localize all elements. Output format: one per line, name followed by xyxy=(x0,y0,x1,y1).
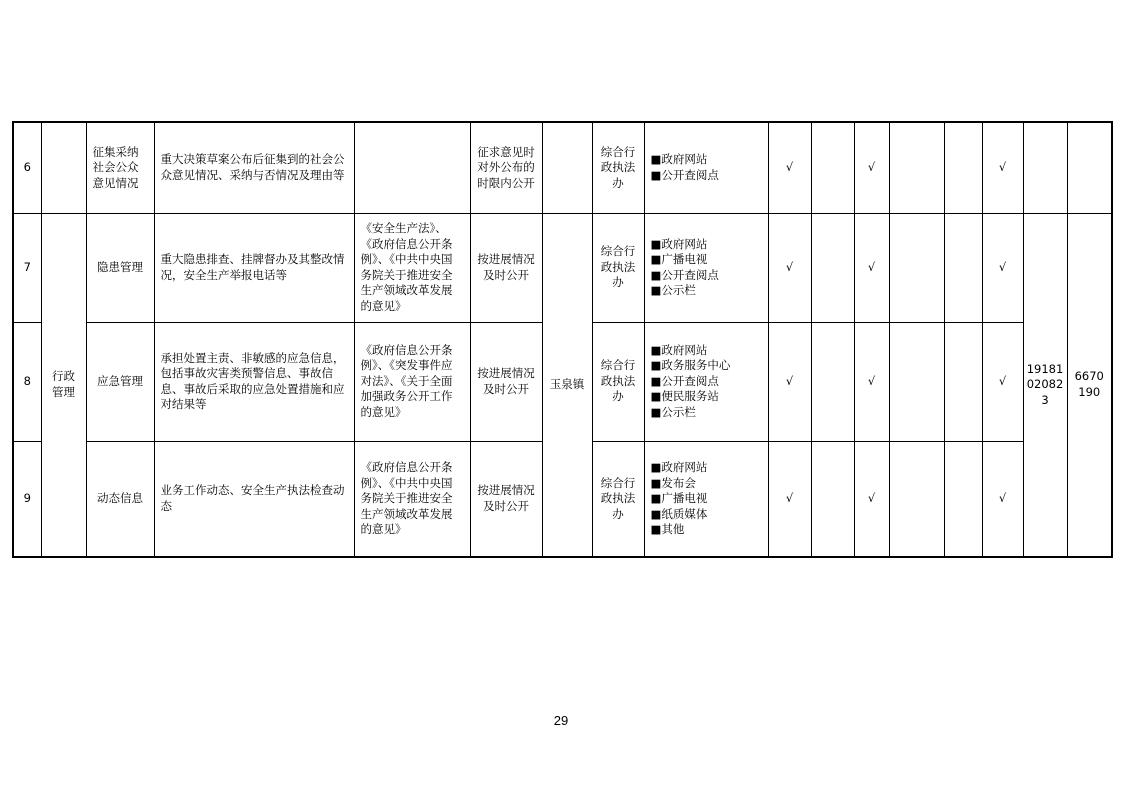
check-mark: √ xyxy=(854,322,889,441)
check-mark: √ xyxy=(768,441,811,557)
check-mark: √ xyxy=(982,322,1023,441)
group-label xyxy=(41,213,86,557)
page-number: 29 xyxy=(553,713,569,728)
check-mark: √ xyxy=(854,122,889,213)
contact-phone: 19181020823 xyxy=(1023,213,1067,557)
channel-item: ■其他 xyxy=(650,522,685,536)
time-cell: 征求意见时对外公布的时限内公开 xyxy=(470,122,542,213)
channel-item: ■发布会 xyxy=(650,475,696,490)
check-mark: √ xyxy=(768,122,811,213)
channel-item: ■公开查阅点 xyxy=(650,167,719,182)
empty-cell xyxy=(944,213,982,322)
row-number: 9 xyxy=(13,441,41,557)
group-label-text: 行政管理 xyxy=(52,369,75,399)
town-cell: 玉泉镇 xyxy=(542,213,592,557)
basis-cell: 《政府信息公开条例》、《突发事件应对法》、《关于全面加强政务公开工作的意见》 xyxy=(354,322,470,441)
check-mark: √ xyxy=(982,122,1023,213)
org-cell: 综合行政执法办 xyxy=(592,122,644,213)
item-name: 动态信息 xyxy=(86,441,154,557)
channel-item: ■公开查阅点 xyxy=(650,267,719,282)
row-number: 7 xyxy=(13,213,41,322)
contact-phone-2: 6670190 xyxy=(1067,213,1112,557)
channel-item: ■公示栏 xyxy=(650,404,696,419)
item-name: 应急管理 xyxy=(86,322,154,441)
content-cell: 业务工作动态、安全生产执法检查动态 xyxy=(154,441,354,557)
channel-item: ■广播电视 xyxy=(650,252,708,266)
channels-cell xyxy=(644,213,768,322)
item-name: 隐患管理 xyxy=(86,213,154,322)
channels-cell xyxy=(644,122,768,213)
channel-item: ■政务服务中心 xyxy=(650,358,731,373)
basis-cell: 《安全生产法》、《政府信息公开条例》、《中共中央国务院关于推进安全生产领域改革发展的意见》 xyxy=(354,213,470,322)
disclosure-table xyxy=(12,121,1113,558)
org-cell: 综合行政执法办 xyxy=(592,213,644,322)
channel-item: ■政府网站 xyxy=(650,236,708,251)
row-number: 6 xyxy=(13,122,41,213)
empty-cell xyxy=(811,322,854,441)
content-cell: 承担处置主责、非敏感的应急信息，包括事故灾害类预警信息、事故信息、事故后采取的应急处置措施和应对结果等 xyxy=(154,322,354,441)
check-mark: √ xyxy=(854,213,889,322)
empty-cell xyxy=(811,213,854,322)
town-cell-empty xyxy=(542,122,592,213)
channel-item: ■公开查阅点 xyxy=(650,373,719,388)
empty-cell xyxy=(944,122,982,213)
channel-item: ■政府网站 xyxy=(650,152,708,167)
table-row xyxy=(13,213,1112,322)
channels-cell xyxy=(644,441,768,557)
empty-cell xyxy=(944,441,982,557)
basis-cell: 《政府信息公开条例》、《中共中央国务院关于推进安全生产领域改革发展的意见》 xyxy=(354,441,470,557)
time-cell: 按进展情况及时公开 xyxy=(470,441,542,557)
empty-cell xyxy=(889,122,944,213)
empty-cell xyxy=(889,322,944,441)
check-mark: √ xyxy=(768,322,811,441)
channel-item: ■政府网站 xyxy=(650,460,708,474)
org-cell: 综合行政执法办 xyxy=(592,322,644,441)
channel-item: ■政府网站 xyxy=(650,342,708,357)
row-number: 8 xyxy=(13,322,41,441)
empty-cell xyxy=(811,122,854,213)
content-cell: 重大隐患排查、挂牌督办及其整改情况，安全生产举报电话等 xyxy=(154,213,354,322)
empty-cell xyxy=(811,441,854,557)
phone2-cell-empty xyxy=(1067,122,1112,213)
check-mark: √ xyxy=(768,213,811,322)
channel-item: ■广播电视 xyxy=(650,491,708,505)
check-mark: √ xyxy=(854,441,889,557)
org-cell: 综合行政执法办 xyxy=(592,441,644,557)
empty-cell xyxy=(889,213,944,322)
table-row xyxy=(13,122,1112,213)
phone-cell-empty xyxy=(1023,122,1067,213)
time-cell: 按进展情况及时公开 xyxy=(470,322,542,441)
basis-cell xyxy=(354,122,470,213)
check-mark: √ xyxy=(982,213,1023,322)
check-mark: √ xyxy=(982,441,1023,557)
item-name: 征集采纳社会公众意见情况 xyxy=(86,122,154,213)
empty-cell xyxy=(944,322,982,441)
group-cell-empty xyxy=(41,122,86,213)
channel-item: ■便民服务站 xyxy=(650,389,719,404)
channel-item: ■纸质媒体 xyxy=(650,506,708,521)
channel-item: ■公示栏 xyxy=(650,283,696,297)
content-cell: 重大决策草案公布后征集到的社会公众意见情况、采纳与否情况及理由等 xyxy=(154,122,354,213)
time-cell: 按进展情况及时公开 xyxy=(470,213,542,322)
empty-cell xyxy=(889,441,944,557)
channels-cell xyxy=(644,322,768,441)
